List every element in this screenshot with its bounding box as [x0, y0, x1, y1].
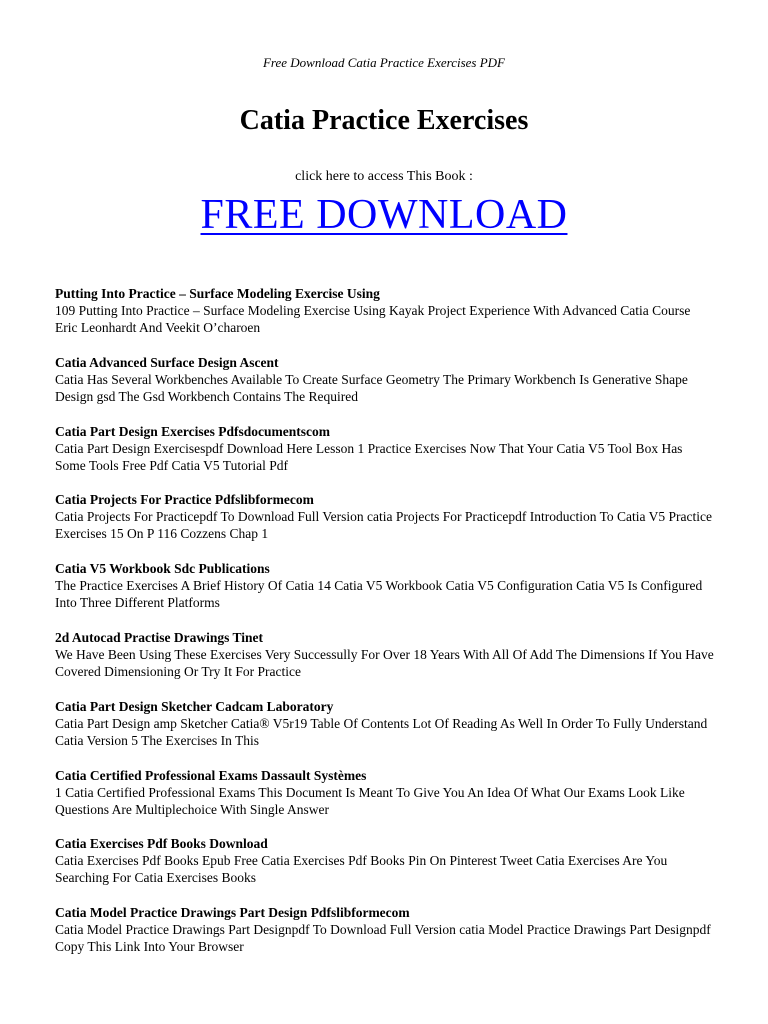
- entry-title: Catia Advanced Surface Design Ascent: [55, 354, 279, 370]
- entry-title: Catia Part Design Exercises Pdfsdocumentscom: [55, 423, 330, 439]
- entry-title: Putting Into Practice – Surface Modeling Exercise Using: [55, 286, 380, 301]
- entry-description: The Practice Exercises A Brief History Of Catia 14 Catia V5 Workbook Catia V5 Configuration Catia V5 Is Configured Into Three Different Platforms: [55, 578, 703, 611]
- entry-description: 109 Putting Into Practice – Surface Modeling Exercise Using Kayak Project Experience With Advanced Catia Course Eric Leonhardt And Veekit O’charoen: [55, 303, 691, 335]
- access-prompt: click here to access This Book :: [295, 169, 473, 184]
- list-item: [55, 491, 715, 560]
- entry-description: 1 Catia Certified Professional Exams This Document Is Meant To Give You An Idea Of What Our Exams Look Like Questions Are Multiplechoice With Single Answer: [55, 784, 685, 817]
- list-item: [55, 698, 715, 767]
- entry-description: Catia Part Design Exercisespdf Download Here Lesson 1 Practice Exercises Now That Your Catia V5 Tool Box Has Some Tools Free Pdf Catia V5 Tutorial Pdf: [55, 440, 683, 473]
- entry-description: Catia Projects For Practicepdf To Download Full Version catia Projects For Practicepdf Introduction To Catia V5 Practice Exercises 15 On P 116 Cozzens Chap 1: [55, 509, 712, 542]
- entry-title: Catia Projects For Practice Pdfslibformecom: [55, 492, 314, 508]
- entry-description: Catia Part Design amp Sketcher Catia® V5r19 Table Of Contents Lot Of Reading As Well In Order To Fully Understand Catia Version 5 The Exercises In This: [55, 715, 708, 748]
- entry-title: Catia Model Practice Drawings Part Design Pdfslibformecom: [55, 905, 410, 921]
- entry-description: Catia Has Several Workbenches Available To Create Surface Geometry The Primary Workbench Is Generative Shape Design gsd The Gsd Workbench Contains The Required: [55, 371, 688, 404]
- page-title: Catia Practice Exercises: [239, 105, 529, 136]
- entry-list: [55, 285, 715, 973]
- document-header: Free Download Catia Practice Exercises PDF: [262, 55, 505, 70]
- list-item: [55, 285, 715, 354]
- list-item: [55, 835, 715, 904]
- entry-title: Catia V5 Workbook Sdc Publications: [55, 561, 270, 577]
- list-item: [55, 767, 715, 836]
- entry-description: We Have Been Using These Exercises Very Successully For Over 18 Years With All Of Add The Dimensions If You Have Covered Dimensioning Or Try It For Practice: [55, 646, 714, 679]
- list-item: [55, 904, 715, 973]
- entry-description: Catia Model Practice Drawings Part Designpdf To Download Full Version catia Model Practice Drawings Part Designpdf Copy This Link Into Your Browser: [55, 922, 711, 955]
- list-item: [55, 423, 715, 492]
- entry-title: 2d Autocad Practise Drawings Tinet: [55, 629, 264, 645]
- entry-title: Catia Certified Professional Exams Dassault Systèmes: [55, 767, 367, 783]
- free-download-link[interactable]: FREE DOWNLOAD: [200, 192, 568, 238]
- list-item: [55, 354, 715, 423]
- download-link-wrapper: [0, 190, 768, 240]
- list-item: [55, 629, 715, 698]
- entry-description: Catia Exercises Pdf Books Epub Free Catia Exercises Pdf Books Pin On Pinterest Tweet Catia Exercises Are You Searching For Catia Exercises Books: [55, 853, 668, 886]
- entry-title: Catia Part Design Sketcher Cadcam Laboratory: [55, 698, 334, 714]
- entry-title: Catia Exercises Pdf Books Download: [55, 836, 268, 852]
- list-item: [55, 560, 715, 629]
